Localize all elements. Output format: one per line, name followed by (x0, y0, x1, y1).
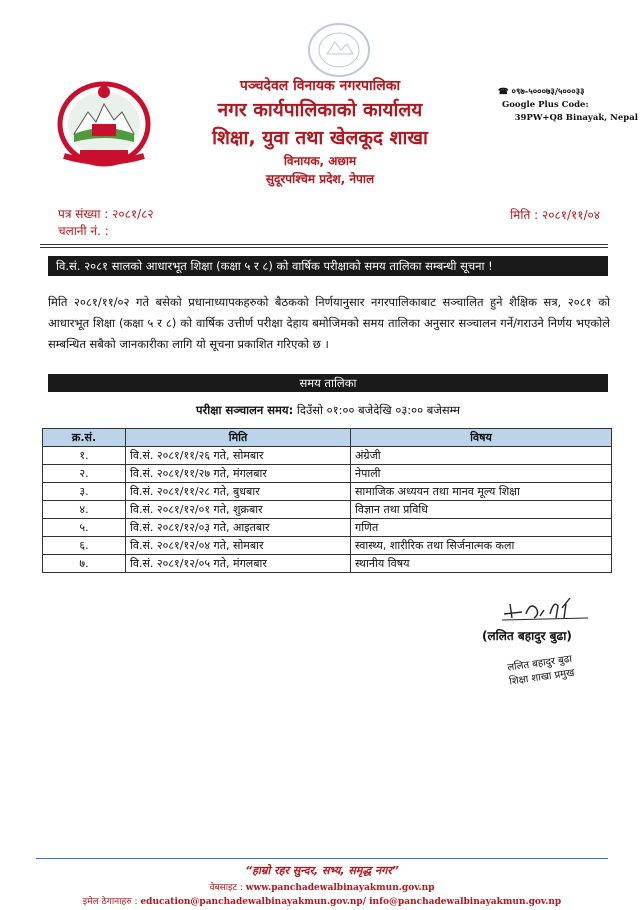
office-name: नगर कार्यपालिकाको कार्यालय (217, 99, 423, 121)
signatory-name: (ललित बहादुर बुढा) (482, 629, 572, 643)
footer-divider (36, 858, 608, 859)
row-date: वि.सं. २०८१/११/२८ गते, बुधबार (126, 483, 351, 501)
nepal-emblem-icon (44, 72, 164, 172)
footer-email (0, 894, 644, 907)
row-subject: अंग्रेजी (351, 447, 612, 465)
row-number: ५. (43, 519, 126, 537)
row-number: १. (43, 447, 126, 465)
footer-motto: “हाम्रो रहर सुन्दर, सभ्य, समृद्ध नगर” (245, 864, 399, 877)
contact-block (498, 86, 638, 125)
google-plus-value: 39PW+Q8 Binayak, Nepal (514, 113, 638, 123)
exam-time-label: परीक्षा सञ्चालन समय: (196, 403, 294, 417)
municipality-name: पञ्चदेवल विनायक नगरपालिका (239, 78, 401, 94)
branch-name: शिक्षा, युवा तथा खेलकूद शाखा (212, 127, 428, 149)
row-date: वि.सं. २०८१/१२/०४ गते, सोमबार (126, 537, 351, 555)
row-date: वि.सं. २०८१/१२/०१ गते, शुक्रबार (126, 501, 351, 519)
row-subject: स्वास्थ्य, शारीरिक तथा सिर्जनात्मक कला (351, 537, 612, 555)
website-link[interactable]: www.panchadewalbinayakmun.gov.np (245, 883, 435, 893)
row-subject: गणित (351, 519, 612, 537)
notice-body: मिति २०८१/११/०२ गते बसेको प्रधानाध्यापकहरुको बैठकको निर्णयानुसार नगरपालिकाबाट सञ्चालित हुने शैक्षिक सत्र, २०८१ को आधारभूत शिक्षा (कक्षा ५ र ८) को वार्षिक उत्तीर्ण परीक्षा देहाय बमोजिमको समय तालिका अनुसार सञ्चालन गर्ने/गराउने निर्णय भएकोले सम्बन्धित सबैको जानकारीका लागि यो सूचना प्रकाशित गरिएको छ । (48, 295, 610, 351)
row-number: २. (43, 465, 126, 483)
table-row (43, 555, 612, 573)
phone-number: ☎ ०९७-५०००७३/५०००३३ (498, 87, 585, 97)
letter-number: पत्र संख्या : २०८१/८२ (58, 207, 154, 221)
signature-icon (500, 594, 590, 624)
email-link[interactable]: education@panchadewalbinayakmun.gov.np/ info@panchadewalbinayakmun.gov.np (140, 897, 562, 907)
website-label: वेबसाइट : (209, 883, 243, 893)
row-date: वि.सं. २०८१/१२/०५ गते, मंगलबार (126, 555, 351, 573)
row-date: वि.सं. २०८१/१२/०३ गते, आइतबार (126, 519, 351, 537)
official-stamp (507, 646, 620, 689)
office-location: विनायक, अछाम (283, 154, 357, 168)
exam-time-value: दिउँसो ०१:०० बजेदेखि ०३:०० बजेसम्म (296, 403, 460, 417)
row-subject: स्थानीय विषय (351, 555, 612, 573)
row-number: ४. (43, 501, 126, 519)
seal-watermark-icon (305, 20, 373, 80)
schedule-title: समय तालिका (48, 374, 608, 392)
column-header: मिति (126, 429, 351, 447)
schedule-table (42, 428, 612, 573)
column-header: विषय (351, 429, 612, 447)
row-subject: विज्ञान तथा प्रविधि (351, 501, 612, 519)
province-name: सुदूरपश्चिम प्रदेश, नेपाल (265, 172, 375, 186)
table-row (43, 483, 612, 501)
exam-time (48, 403, 608, 418)
google-plus-label: Google Plus Code: (502, 100, 589, 110)
table-row (43, 519, 612, 537)
table-header-row (43, 429, 612, 447)
table-row (43, 447, 612, 465)
notice-subject: वि.सं. २०८१ सालको आधारभूत शिक्षा (कक्षा ५ र ८) को वार्षिक परीक्षाको समय तालिका सम्बन्धी सूचना ! (48, 256, 608, 276)
table-row (43, 465, 612, 483)
stamp-name: ललित बहादुर बुढा (506, 653, 573, 674)
row-date: वि.सं. २०८१/११/२७ गते, मंगलबार (126, 465, 351, 483)
email-label: इमेल ठेगानाहरु : (82, 897, 138, 907)
reference-block (58, 206, 154, 240)
letter-date: मिति : २०८१/११/०४ (510, 208, 600, 222)
column-header: क्र.सं. (43, 429, 126, 447)
row-number: ७. (43, 555, 126, 573)
row-subject: नेपाली (351, 465, 612, 483)
table-row (43, 501, 612, 519)
divider (40, 244, 608, 245)
row-subject: सामाजिक अध्ययन तथा मानव मूल्य शिक्षा (351, 483, 612, 501)
stamp-title: शिक्षा शाखा प्रमुख (508, 667, 576, 688)
row-number: ३. (43, 483, 126, 501)
divider (40, 247, 608, 248)
dispatch-number: चलानी नं. : (58, 224, 109, 238)
table-row (43, 537, 612, 555)
footer-website (0, 880, 644, 893)
row-number: ६. (43, 537, 126, 555)
row-date: वि.सं. २०८१/११/२६ गते, सोमबार (126, 447, 351, 465)
